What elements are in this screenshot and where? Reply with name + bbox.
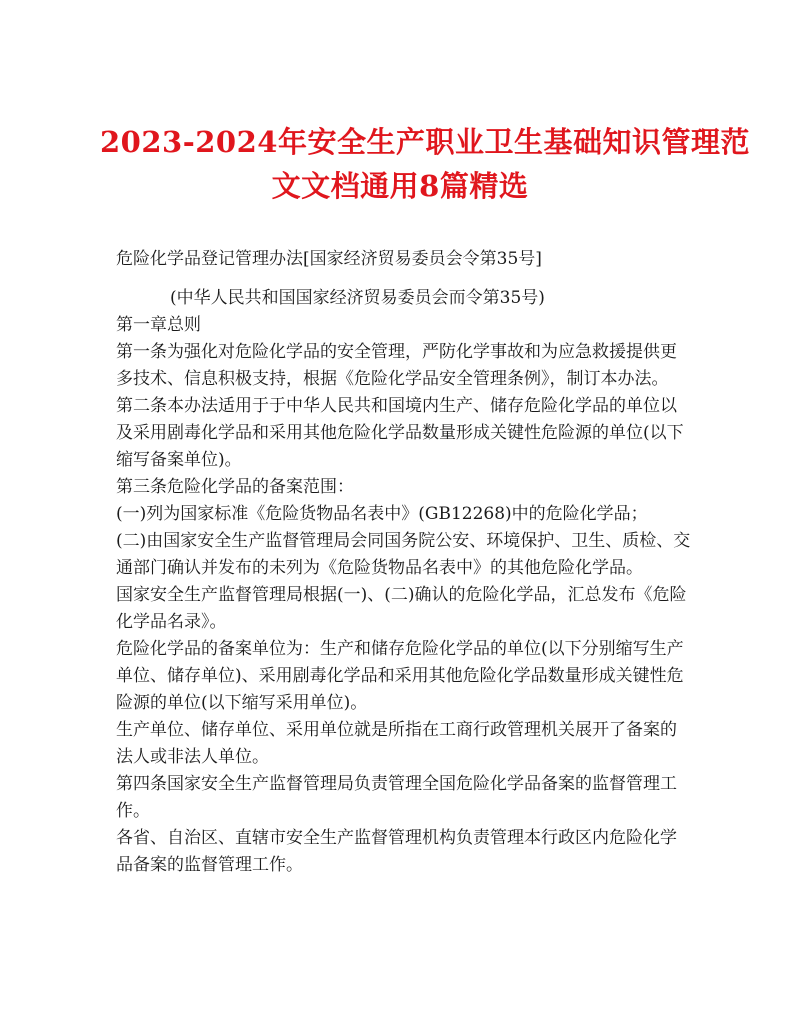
paragraph-article-4: 第四条国家安全生产监督管理局负责管理全国危险化学品备案的监督管理工作。 xyxy=(116,774,677,821)
document-body xyxy=(116,246,691,879)
title-line-1: 2023-2024年安全生产职业卫生基础知识管理范 xyxy=(100,125,750,159)
paragraph-decree: (中华人民共和国国家经济贸易委员会而令第35号) xyxy=(170,288,545,308)
paragraph-heading: 危险化学品登记管理办法[国家经济贸易委员会令第35号] xyxy=(116,249,542,269)
paragraph-chapter-one: 第一章总则 xyxy=(116,315,201,335)
paragraph-item-1: (一)列为国家标准《危险货物品名表中》(GB12268)中的危险化学品； xyxy=(116,504,648,524)
paragraph-unit-definition: 生产单位、储存单位、采用单位就是所指在工商行政管理机关展开了备案的法人或非法人单位。 xyxy=(116,720,677,767)
paragraph-catalog: 国家安全生产监督管理局根据(一)、(二)确认的危险化学品，汇总发布《危险化学品名录》。 xyxy=(116,585,687,632)
paragraph-article-2: 第二条本办法适用于于中华人民共和国境内生产、储存危险化学品的单位以及采用剧毒化学品和采用其他危险化学品数量形成关键性危险源的单位(以下缩写备案单位)。 xyxy=(116,396,684,470)
paragraph-article-3: 第三条危险化学品的备案范围： xyxy=(116,477,354,497)
title-line-2: 文文档通用8篇精选 xyxy=(271,169,529,203)
paragraph-registration-units: 危险化学品的备案单位为：生产和储存危险化学品的单位(以下分别缩写生产单位、储存单位)、采用剧毒化学品和采用其他危险化学品数量形成关键性危险源的单位(以下缩写采用单位)。 xyxy=(116,639,684,713)
paragraph-item-2: (二)由国家安全生产监督管理局会同国务院公安、环境保护、卫生、质检、交通部门确认并发布的未列为《危险货物品名表中》的其他危险化学品。 xyxy=(116,531,691,578)
document-title xyxy=(100,120,750,208)
paragraph-article-1: 第一条为强化对危险化学品的安全管理，严防化学事故和为应急救援提供更多技术、信息积极支持，根据《危险化学品安全管理条例》，制订本办法。 xyxy=(116,342,677,389)
paragraph-provincial: 各省、自治区、直辖市安全生产监督管理机构负责管理本行政区内危险化学品备案的监督管理工作。 xyxy=(116,828,677,875)
